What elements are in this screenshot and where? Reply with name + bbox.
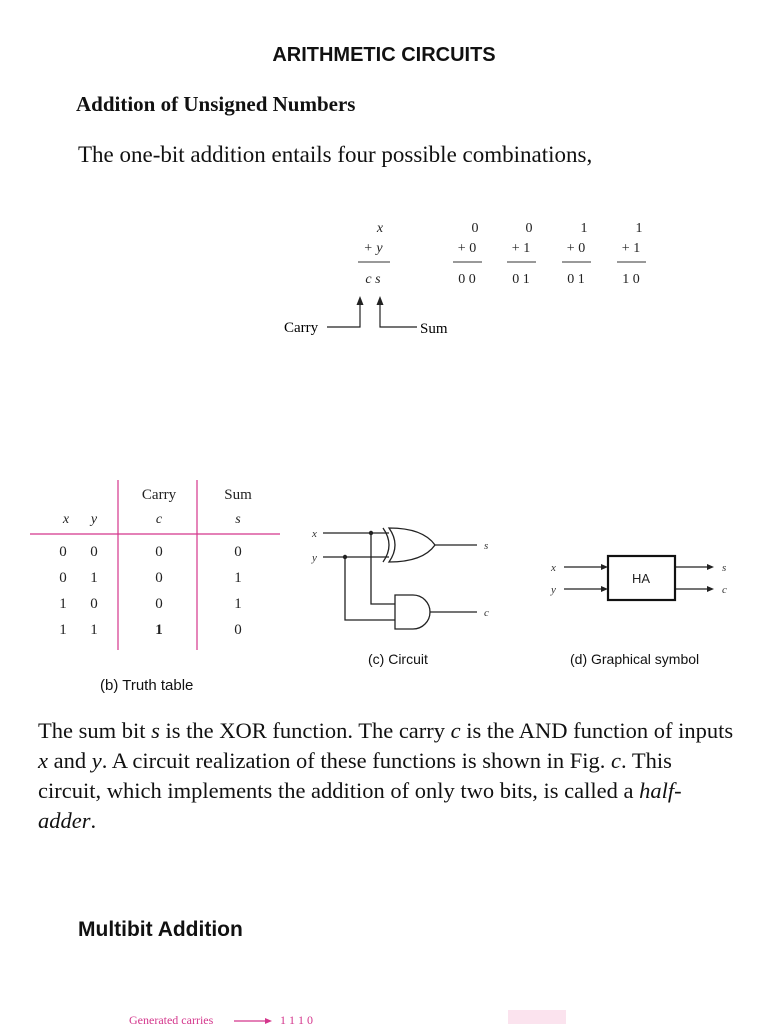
symbol-in-x: x [551, 562, 556, 574]
cell-c: 0 [155, 596, 163, 612]
col1-a: 0 [471, 221, 479, 236]
circuit-caption: (c) Circuit [368, 651, 428, 667]
wire-y-branch [345, 557, 395, 620]
cell-c: 0 [155, 544, 163, 560]
truth-table-caption: (b) Truth table [100, 677, 194, 694]
subsection-heading: Multibit Addition [78, 918, 243, 941]
col3-b: + 0 [566, 241, 586, 256]
carry-arrow-line [327, 302, 360, 327]
cell-x: 1 [59, 622, 67, 638]
cell-s: 0 [234, 544, 242, 560]
circuit-out-s: s [484, 540, 489, 552]
paragraph-text: and [48, 748, 92, 773]
truth-table [30, 478, 290, 668]
table-row [59, 570, 242, 586]
sum-arrow-line [380, 302, 417, 327]
half-adder-symbol [540, 545, 740, 615]
col4-sum: 1 0 [622, 272, 640, 287]
one-bit-addition-figure [270, 210, 670, 350]
junction-y [343, 555, 347, 559]
carry-arrowhead [357, 296, 364, 305]
paragraph-var-s: s [151, 718, 160, 743]
cell-x: 1 [59, 596, 67, 612]
intro-text: The one-bit addition entails four possible combinations, [78, 142, 593, 167]
highlight-box [508, 1010, 566, 1024]
paragraph-term-half-adder: half-adder [38, 778, 682, 833]
paragraph-text: . This circuit, which implements the addition of only two bits, is called a [38, 748, 672, 803]
circuit-in-y: y [312, 552, 317, 564]
col-x-header: x [62, 512, 70, 527]
col3-sum: 0 1 [567, 272, 585, 287]
symbol-out-c: c [722, 584, 727, 596]
cell-s: 1 [234, 596, 242, 612]
half-adder-paragraph [38, 716, 738, 836]
sum-header: Sum [224, 487, 252, 503]
cell-c: 1 [155, 622, 163, 638]
header-plus-y: + y [363, 241, 383, 256]
cell-y: 0 [90, 544, 98, 560]
header-cs: c s [365, 272, 381, 287]
xor-gate [389, 528, 435, 562]
generated-carries-label: Generated carries [129, 1013, 214, 1024]
paragraph-var-y: y [91, 748, 102, 773]
circuit-in-x: x [312, 528, 317, 540]
sum-label: Sum [420, 321, 448, 337]
symbol-caption: (d) Graphical symbol [570, 651, 700, 667]
col-y-header: y [90, 512, 98, 527]
symbol-arrow-c [707, 586, 714, 592]
symbol-in-y: y [551, 584, 556, 596]
cell-y: 1 [90, 622, 98, 638]
cell-s: 0 [234, 622, 242, 638]
col2-b: + 1 [511, 241, 531, 256]
col1-b: + 0 [457, 241, 477, 256]
cell-c: 0 [155, 570, 163, 586]
paragraph-text: is the XOR function. The carry [159, 718, 451, 743]
page-title: ARITHMETIC CIRCUITS [272, 44, 496, 66]
carry-label: Carry [284, 320, 319, 336]
col4-b: + 1 [621, 241, 641, 256]
generated-carries-bits: 1 1 1 0 [280, 1013, 313, 1024]
junction-x [369, 531, 373, 535]
wire-x-branch [371, 533, 395, 604]
paragraph-var-c: c [450, 718, 461, 743]
paragraph-text: . [90, 808, 97, 833]
col-c-header: c [155, 512, 163, 527]
sum-arrowhead [377, 296, 384, 305]
cell-s: 1 [234, 570, 242, 586]
symbol-arrow-s [707, 564, 714, 570]
and-gate [395, 595, 430, 629]
cell-x: 0 [59, 544, 67, 560]
paragraph-text: . A circuit realization of these functions is shown in Fig. [101, 748, 612, 773]
cell-x: 0 [59, 570, 67, 586]
col2-a: 0 [525, 221, 533, 236]
generated-carries-arrowhead [265, 1018, 272, 1024]
col2-sum: 0 1 [512, 272, 530, 287]
paragraph-text: is the AND function of inputs [460, 718, 734, 743]
half-adder-circuit [305, 515, 505, 645]
table-row [59, 622, 242, 638]
multibit-figure-partial [120, 1008, 580, 1024]
col4-a: 1 [635, 221, 643, 236]
ha-block-label: HA [631, 571, 651, 586]
carry-header: Carry [141, 487, 177, 503]
col1-sum: 0 0 [458, 272, 476, 287]
table-row [59, 544, 242, 560]
section-heading: Addition of Unsigned Numbers [76, 92, 356, 116]
col3-a: 1 [580, 221, 588, 236]
circuit-out-c: c [484, 607, 489, 619]
cell-y: 1 [90, 570, 98, 586]
header-x: x [376, 221, 384, 236]
symbol-out-s: s [722, 562, 727, 574]
paragraph-fig-ref: c [611, 748, 622, 773]
paragraph-var-x: x [38, 748, 48, 773]
paragraph-text: The sum bit [38, 718, 152, 743]
cell-y: 0 [90, 596, 98, 612]
table-row [59, 596, 242, 612]
col-s-header: s [235, 512, 241, 527]
